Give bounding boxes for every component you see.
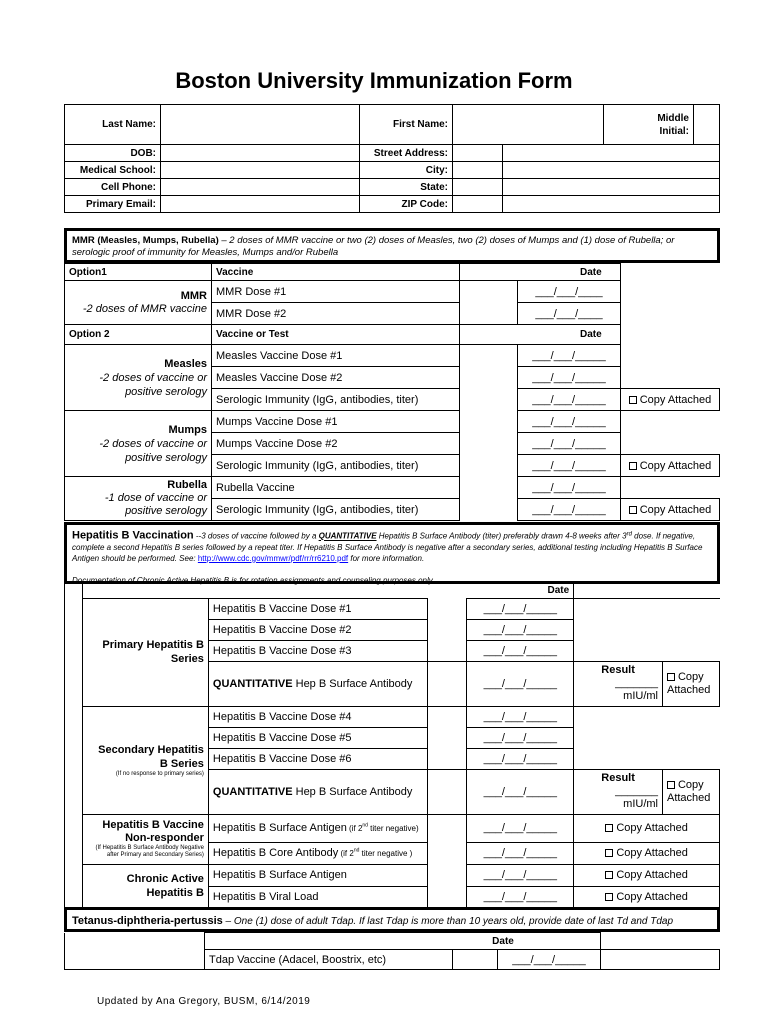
- primary-email-label: Primary Email:: [65, 196, 161, 213]
- rubella-label: Rubella: [167, 479, 207, 491]
- core-antibody-copy-checkbox[interactable]: [605, 849, 613, 857]
- mumps-dose1-label: Mumps Vaccine Dose #1: [212, 411, 460, 433]
- mumps-dose2-label: Mumps Vaccine Dose #2: [212, 433, 460, 455]
- tdap-vaccine-label: Tdap Vaccine (Adacel, Boostrix, etc): [205, 950, 453, 970]
- hepb-dose6-date[interactable]: ___/___/_____: [467, 748, 574, 769]
- measles-dose1-label: Measles Vaccine Dose #1: [212, 345, 460, 367]
- core-antibody-date[interactable]: ___/___/_____: [467, 842, 574, 864]
- mmr-dose1-label: MMR Dose #1: [212, 281, 460, 303]
- city-field[interactable]: [453, 162, 503, 179]
- surface-antigen-titer-date[interactable]: ___/___/_____: [467, 814, 574, 842]
- footer-updated: Updated by Ana Gregory, BUSM, 6/14/2019: [97, 996, 311, 1007]
- rubella-vaccine-label: Rubella Vaccine: [212, 477, 460, 499]
- mmr-description: – 2 doses of MMR vaccine or two (2) doses of Measles, two (2) doses of Mumps and (1) dose of Rubella; or serologic proof of immunity for Measles, Mumps and/or Rubella: [72, 235, 675, 258]
- last-name-label: Last Name:: [65, 105, 161, 145]
- secondary-note: (If no response to primary series): [115, 770, 204, 777]
- if-2nd-a: (if 2: [346, 824, 363, 833]
- hepb-dose2-label: Hepatitis B Vaccine Dose #2: [208, 619, 427, 640]
- nonresponder-label: Hepatitis B Vaccine Non-responder: [102, 819, 204, 844]
- mumps-dose2-date[interactable]: ___/___/_____: [518, 433, 621, 455]
- hepb-secondary-quant-date[interactable]: ___/___/_____: [467, 769, 574, 814]
- core-antibody-label: Hepatitis B Core Antibody: [212, 847, 339, 859]
- copy-attached-label: Copy Attached: [639, 393, 712, 406]
- zip-field-2[interactable]: [503, 196, 720, 213]
- hepb-section-header: [64, 522, 720, 584]
- copy-attached-label: Copy Attached: [616, 847, 688, 859]
- mmr-label: MMR: [180, 289, 207, 302]
- quant-rest-2: Hep B Surface Antibody: [292, 785, 413, 798]
- measles-label: Measles: [164, 357, 207, 370]
- cell-phone-label: Cell Phone:: [65, 179, 161, 196]
- hepb-desc1: --3 doses of vaccine followed by a: [193, 531, 319, 541]
- rubella-vaccine-date[interactable]: ___/___/_____: [518, 477, 621, 499]
- measles-dose2-date[interactable]: ___/___/_____: [518, 367, 621, 389]
- mumps-label: Mumps: [168, 423, 207, 436]
- surface-antigen-copy-checkbox[interactable]: [605, 871, 613, 879]
- hepb-desc4: for more information.: [348, 553, 425, 563]
- mumps-dose1-date[interactable]: ___/___/_____: [518, 411, 621, 433]
- first-name-field[interactable]: [453, 105, 604, 145]
- nonresponder-note: (If Hepatitis B Surface Antibody Negative after Primary and Secondary Series): [95, 845, 204, 858]
- tdap-table: [64, 932, 720, 970]
- hepb-desc2: Hepatitis B Surface Antibody (titer) preferably drawn 4-8 weeks after 3: [376, 531, 627, 541]
- mmr-table: [64, 263, 720, 521]
- mmr-title: MMR (Measles, Mumps, Rubella): [72, 235, 219, 246]
- copy-attached-label: Copy Attached: [616, 891, 688, 903]
- primary-result-miu[interactable]: _______ mIU/ml: [615, 677, 658, 702]
- copy-attached-label: Copy Attached: [639, 503, 712, 516]
- hepb-dose2-date[interactable]: ___/___/_____: [467, 619, 574, 640]
- quant-label: QUANTITATIVE: [212, 677, 293, 690]
- tdap-date-header: Date: [205, 933, 601, 950]
- surface-antigen-titer-label: Hepatitis B Surface Antigen: [212, 822, 347, 834]
- titer-negative-b: titer negative ): [359, 849, 413, 858]
- personal-info-table: [64, 104, 720, 213]
- street-address-field-2[interactable]: [503, 145, 720, 162]
- hepb-dose4-label: Hepatitis B Vaccine Dose #4: [208, 706, 427, 727]
- hepb-quantitative: QUANTITATIVE: [318, 531, 377, 541]
- mmr-dose2-date[interactable]: ___/___/____: [518, 303, 621, 325]
- surface-antigen-label: Hepatitis B Surface Antigen: [208, 864, 427, 886]
- mmr-section-header: [64, 228, 720, 263]
- surface-antigen-date[interactable]: ___/___/_____: [467, 864, 574, 886]
- hepb-title: Hepatitis B Vaccination: [72, 529, 194, 542]
- tdap-section-header: [64, 907, 720, 932]
- viral-load-copy-checkbox[interactable]: [605, 893, 613, 901]
- secondary-quant-copy-checkbox[interactable]: [667, 781, 675, 789]
- hepb-table: [64, 584, 720, 909]
- vaccine-header: Vaccine: [212, 264, 460, 281]
- hepb-dose6-label: Hepatitis B Vaccine Dose #6: [208, 748, 427, 769]
- nd-a: nd: [362, 822, 368, 829]
- street-address-label: Street Address:: [360, 145, 453, 162]
- cell-phone-field[interactable]: [161, 179, 360, 196]
- zip-field[interactable]: [453, 196, 503, 213]
- primary-quant-copy-checkbox[interactable]: [667, 673, 675, 681]
- mmr-dose1-date[interactable]: ___/___/____: [518, 281, 621, 303]
- hepb-dose1-date[interactable]: ___/___/_____: [467, 598, 574, 619]
- middle-initial-field[interactable]: [694, 105, 720, 145]
- street-address-field[interactable]: [453, 145, 503, 162]
- cdc-link[interactable]: http://www.cdc.gov/mmwr/pdf/rr/rr6210.pdf: [197, 553, 349, 563]
- hepb-dose1-label: Hepatitis B Vaccine Dose #1: [208, 598, 427, 619]
- titer-negative-a: titer negative): [367, 824, 419, 833]
- hepb-dose4-date[interactable]: ___/___/_____: [467, 706, 574, 727]
- mmr-sub: -2 doses of MMR vaccine: [82, 302, 207, 315]
- date-header: Date: [460, 264, 621, 281]
- form-title: Boston University Immunization Form: [175, 68, 573, 93]
- mumps-copy-checkbox[interactable]: [629, 462, 637, 470]
- mumps-serology-label: Serologic Immunity (IgG, antibodies, titer): [212, 455, 460, 477]
- state-field[interactable]: [453, 179, 503, 196]
- state-label: State:: [360, 179, 453, 196]
- city-label: City:: [360, 162, 453, 179]
- mumps-serology-date[interactable]: ___/___/_____: [518, 455, 621, 477]
- copy-attached-label: Copy Attached: [666, 670, 711, 696]
- hepb-rd: rd: [626, 531, 632, 537]
- state-field-2[interactable]: [503, 179, 720, 196]
- hepb-dose3-label: Hepatitis B Vaccine Dose #3: [208, 640, 427, 661]
- hepb-dose5-date[interactable]: ___/___/_____: [467, 727, 574, 748]
- mumps-sub: -2 doses of vaccine or positive serology: [99, 437, 207, 464]
- middle-initial-label: Middle Initial:: [604, 105, 694, 145]
- vaccine-or-test-header: Vaccine or Test: [212, 325, 460, 345]
- copy-attached-label: Copy Attached: [639, 459, 712, 472]
- hepb-dose5-label: Hepatitis B Vaccine Dose #5: [208, 727, 427, 748]
- quant-label-2: QUANTITATIVE: [212, 785, 293, 798]
- viral-load-date[interactable]: ___/___/_____: [467, 886, 574, 908]
- chronic-label: Chronic Active Hepatitis B: [126, 873, 204, 899]
- viral-load-label: Hepatitis B Viral Load: [208, 886, 427, 908]
- option2-label: Option 2: [65, 325, 212, 345]
- hepb-date-header: Date: [547, 585, 570, 597]
- rubella-sub: -1 dose of vaccine or positive serology: [104, 492, 207, 517]
- rubella-serology-date[interactable]: ___/___/_____: [518, 499, 621, 521]
- copy-attached-label: Copy Attached: [616, 822, 688, 834]
- result-label: Result: [601, 664, 635, 676]
- rubella-copy-checkbox[interactable]: [629, 506, 637, 514]
- tdap-vaccine-date[interactable]: ___/___/_____: [498, 950, 601, 970]
- surface-antigen-titer-copy-checkbox[interactable]: [605, 824, 613, 832]
- measles-dose1-date[interactable]: ___/___/_____: [518, 345, 621, 367]
- option1-label: Option1: [65, 264, 212, 281]
- dob-field[interactable]: [161, 145, 360, 162]
- tdap-description: – One (1) dose of adult Tdap. If last Tdap is more than 10 years old, provide date of last Td and Tdap: [222, 916, 674, 927]
- primary-email-field[interactable]: [161, 196, 360, 213]
- measles-dose2-label: Measles Vaccine Dose #2: [212, 367, 460, 389]
- secondary-series-label: Secondary Hepatitis B Series: [98, 743, 204, 770]
- measles-serology-date[interactable]: ___/___/_____: [518, 389, 621, 411]
- secondary-result-miu[interactable]: _______ mIU/ml: [615, 785, 658, 810]
- copy-attached-label: Copy Attached: [616, 869, 688, 881]
- dob-label: DOB:: [65, 145, 161, 162]
- primary-series-label: Primary Hepatitis B Series: [102, 639, 204, 665]
- copy-attached-label: Copy Attached: [666, 778, 711, 804]
- tdap-title: Tetanus-diphtheria-pertussis: [72, 915, 223, 927]
- measles-serology-label: Serologic Immunity (IgG, antibodies, titer): [212, 389, 460, 411]
- medical-school-field[interactable]: [161, 162, 360, 179]
- hepb-desc3: dose. If negative, complete a second Hepatitis B series followed by a repeat titer. If Hepatitis B Surface Antibody is negative after a secondary series, additional testing including Hepatitis B Surface Antigen should be performed. See:: [72, 531, 703, 563]
- if-2nd-b: (if 2: [338, 849, 354, 858]
- result-label-2: Result: [601, 772, 635, 784]
- last-name-field[interactable]: [161, 105, 360, 145]
- mmr-dose2-label: MMR Dose #2: [212, 303, 460, 325]
- city-field-2[interactable]: [503, 162, 720, 179]
- zip-label: ZIP Code:: [360, 196, 453, 213]
- measles-copy-checkbox[interactable]: [629, 396, 637, 404]
- hepb-doc-note: Documentation of Chronic Active Hepatitis B is for rotation assignments and counseling purposes only.: [72, 575, 435, 585]
- medical-school-label: Medical School:: [65, 162, 161, 179]
- date-header-2: Date: [460, 325, 621, 345]
- first-name-label: First Name:: [360, 105, 453, 145]
- quant-rest: Hep B Surface Antibody: [292, 677, 413, 690]
- nd-b: nd: [353, 847, 360, 854]
- measles-sub: -2 doses of vaccine or positive serology: [99, 371, 207, 398]
- rubella-serology-label: Serologic Immunity (IgG, antibodies, titer): [212, 499, 460, 521]
- hepb-dose3-date[interactable]: ___/___/_____: [467, 640, 574, 661]
- hepb-primary-quant-date[interactable]: ___/___/_____: [467, 661, 574, 706]
